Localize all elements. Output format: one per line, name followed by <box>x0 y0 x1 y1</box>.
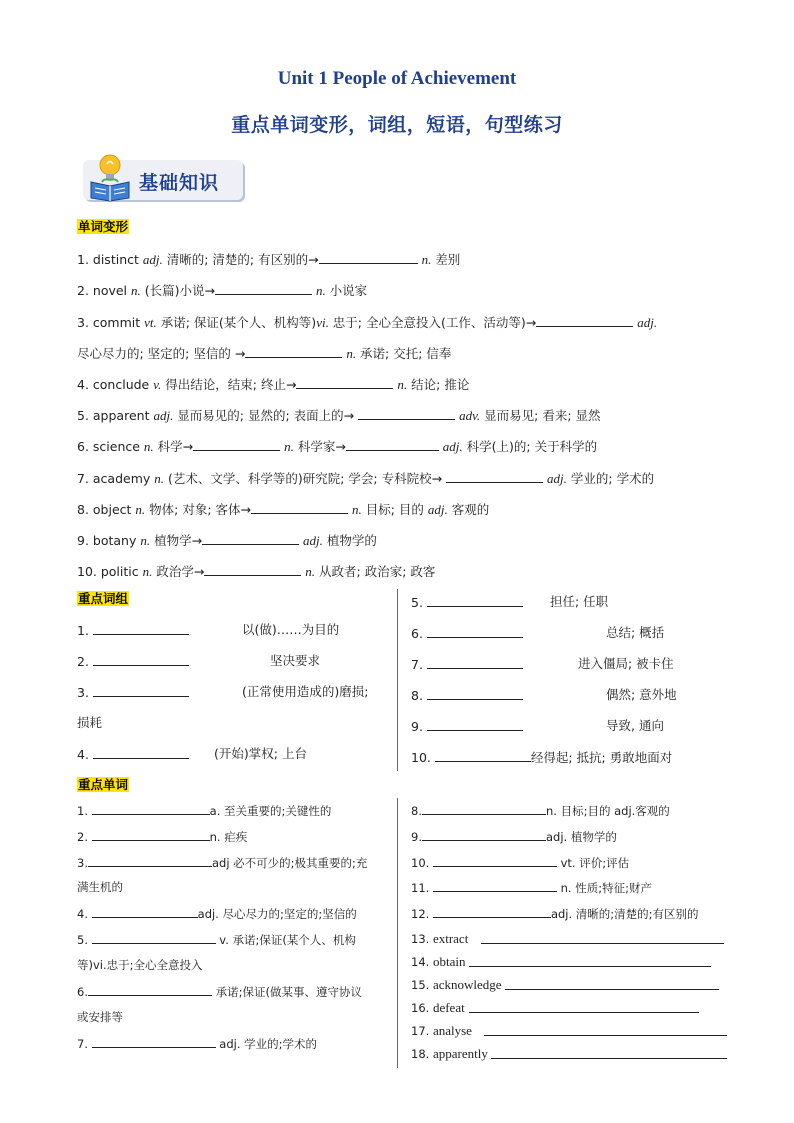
word-form-item: 6. science n. 科学→ n. 科学家→ adj. 科学(上)的; 关于科学的 <box>77 439 598 454</box>
key-word-item: 3. adj 必不可少的;极其重要的;充 <box>77 856 368 870</box>
phrase-meaning: 偶然; 意外地 <box>606 687 677 702</box>
phrase-meaning: 以(做)……为目的 <box>242 622 340 637</box>
word-form-item: 2. novel n. (长篇)小说→ n. 小说家 <box>77 283 368 298</box>
answer-blank[interactable] <box>481 931 724 944</box>
answer-blank[interactable] <box>469 954 711 967</box>
answer-blank[interactable] <box>422 802 546 815</box>
key-word-item: 18. apparently <box>411 1046 488 1061</box>
answer-blank[interactable] <box>422 828 546 841</box>
key-word-item: 14. obtain <box>411 954 466 969</box>
key-word-item: 7. adj. 学业的;学术的 <box>77 1037 318 1051</box>
answer-blank[interactable] <box>491 1046 727 1059</box>
phrase-item: 8. <box>411 687 523 704</box>
answer-blank[interactable] <box>505 977 719 990</box>
answer-blank[interactable] <box>245 345 342 358</box>
key-word-item: 15. acknowledge <box>411 977 502 992</box>
key-word-cont: 满生机的 <box>77 880 123 894</box>
page-title: Unit 1 People of Achievement <box>277 68 517 89</box>
answer-blank[interactable] <box>92 931 216 944</box>
key-word-item: 5. v. 承诺;保证(某个人、机构 <box>77 933 356 947</box>
answer-blank[interactable] <box>204 563 301 576</box>
word-form-item: 4. conclude v. 得出结论，结束; 终止→ n. 结论; 推论 <box>77 377 470 392</box>
answer-blank[interactable] <box>427 656 523 669</box>
phrase-item: 2. <box>77 653 189 670</box>
key-word-item: 9. adj. 植物学的 <box>411 830 617 844</box>
word-form-item: 10. politic n. 政治学→ n. 从政者; 政治家; 政客 <box>77 564 436 579</box>
key-word-cont: 或安排等 <box>77 1010 123 1024</box>
key-word-item: 6. 承诺;保证(做某事、遵守协议 <box>77 985 363 999</box>
answer-blank[interactable] <box>427 687 523 700</box>
phrase-meaning: 导致, 通向 <box>606 718 664 733</box>
phrase-meaning: (开始)掌权; 上台 <box>214 746 307 761</box>
key-word-item: 2. n. 疟疾 <box>77 830 248 844</box>
phrase-item: 4. <box>77 746 189 763</box>
answer-blank[interactable] <box>433 905 551 918</box>
phrase-meaning: 坚决要求 <box>270 653 321 668</box>
answer-blank[interactable] <box>319 251 418 264</box>
section-banner <box>77 152 247 206</box>
answer-blank[interactable] <box>215 282 312 295</box>
word-form-item: 1. distinct adj. 清晰的; 清楚的; 有区别的→ n. 差别 <box>77 252 461 267</box>
phrase-item: 6. <box>411 625 523 642</box>
answer-blank[interactable] <box>484 1023 727 1036</box>
phrase-meaning: 经得起; 抵抗; 勇敢地面对 <box>530 750 673 765</box>
answer-blank[interactable] <box>251 501 348 514</box>
section-heading-word-forms: 单词变形 <box>78 219 129 234</box>
answer-blank[interactable] <box>346 438 439 451</box>
answer-blank[interactable] <box>536 314 633 327</box>
answer-blank[interactable] <box>427 718 523 731</box>
answer-blank[interactable] <box>469 1000 699 1013</box>
word-form-item: 5. apparent adj. 显而易见的; 显然的; 表面上的→ adv. 显而易见; 看来; 显然 <box>77 408 601 423</box>
answer-blank[interactable] <box>296 376 393 389</box>
key-word-item: 11. n. 性质;特征;财产 <box>411 881 652 895</box>
phrase-item: 3. <box>77 684 189 701</box>
word-form-item: 9. botany n. 植物学→ adj. 植物学的 <box>77 533 377 548</box>
answer-blank[interactable] <box>427 625 523 638</box>
answer-blank[interactable] <box>92 828 210 841</box>
answer-blank[interactable] <box>433 879 557 892</box>
word-form-item: 7. academy n. (艺术、文学、科学等的)研究院; 学会; 专科院校→ adj. 学业的; 学术的 <box>77 471 655 486</box>
section-heading-key-words: 重点单词 <box>78 777 129 792</box>
page-subtitle: 重点单词变形，词组，短语，句型练习 <box>231 114 563 136</box>
answer-blank[interactable] <box>93 653 189 666</box>
key-word-item: 10. vt. 评价;评估 <box>411 856 630 870</box>
phrase-item: 7. <box>411 656 523 673</box>
key-word-item: 8. n. 目标;目的 adj.客观的 <box>411 804 670 818</box>
phrase-item: 5. <box>411 594 523 611</box>
section-heading-phrases: 重点词组 <box>78 591 129 606</box>
banner-label: 基础知识 <box>139 172 220 194</box>
answer-blank[interactable] <box>446 470 543 483</box>
answer-blank[interactable] <box>433 854 557 867</box>
key-word-cont: 等)vi.忠于;全心全意投入 <box>77 958 203 972</box>
key-word-item: 13. extract <box>411 931 469 946</box>
answer-blank[interactable] <box>88 983 212 996</box>
phrase-item: 1. <box>77 622 189 639</box>
phrase-meaning: 担任; 任职 <box>550 594 609 609</box>
answer-blank[interactable] <box>93 622 189 635</box>
column-divider <box>397 589 398 771</box>
answer-blank[interactable] <box>193 438 280 451</box>
answer-blank[interactable] <box>92 802 210 815</box>
phrase-item: 10. 经得起; 抵抗; 勇敢地面对 <box>411 750 673 765</box>
column-divider <box>397 798 398 1068</box>
word-form-item: 尽心尽力的; 坚定的; 坚信的 → n. 承诺; 交托; 信奉 <box>77 346 452 361</box>
phrase-meaning: 进入僵局; 被卡住 <box>578 656 674 671</box>
answer-blank[interactable] <box>93 746 189 759</box>
answer-blank[interactable] <box>427 594 523 607</box>
lightbulb-book-icon <box>87 152 133 202</box>
answer-blank[interactable] <box>202 532 299 545</box>
key-word-item: 4. adj. 尽心尽力的;坚定的;坚信的 <box>77 907 357 921</box>
key-word-item: 17. analyse <box>411 1023 472 1038</box>
answer-blank[interactable] <box>435 749 531 762</box>
word-form-item: 3. commit vt. 承诺; 保证(某个人、机构等)vi. 忠于; 全心全意投入(工作、活动等)→ adj. <box>77 315 658 330</box>
answer-blank[interactable] <box>88 854 212 867</box>
word-form-item: 8. object n. 物体; 对象; 客体→ n. 目标; 目的 adj. 客观的 <box>77 502 490 517</box>
answer-blank[interactable] <box>93 684 189 697</box>
phrase-meaning-cont: 损耗 <box>77 715 103 730</box>
phrase-meaning: 总结; 概括 <box>606 625 665 640</box>
answer-blank[interactable] <box>92 905 198 918</box>
answer-blank[interactable] <box>358 407 455 420</box>
answer-blank[interactable] <box>92 1035 216 1048</box>
phrase-item: 9. <box>411 718 523 735</box>
key-word-item: 1. a. 至关重要的;关键性的 <box>77 804 332 818</box>
key-word-item: 12. adj. 清晰的;清楚的;有区别的 <box>411 907 699 921</box>
phrase-meaning: (正常使用造成的)磨损; <box>242 684 369 699</box>
key-word-item: 16. defeat <box>411 1000 465 1015</box>
